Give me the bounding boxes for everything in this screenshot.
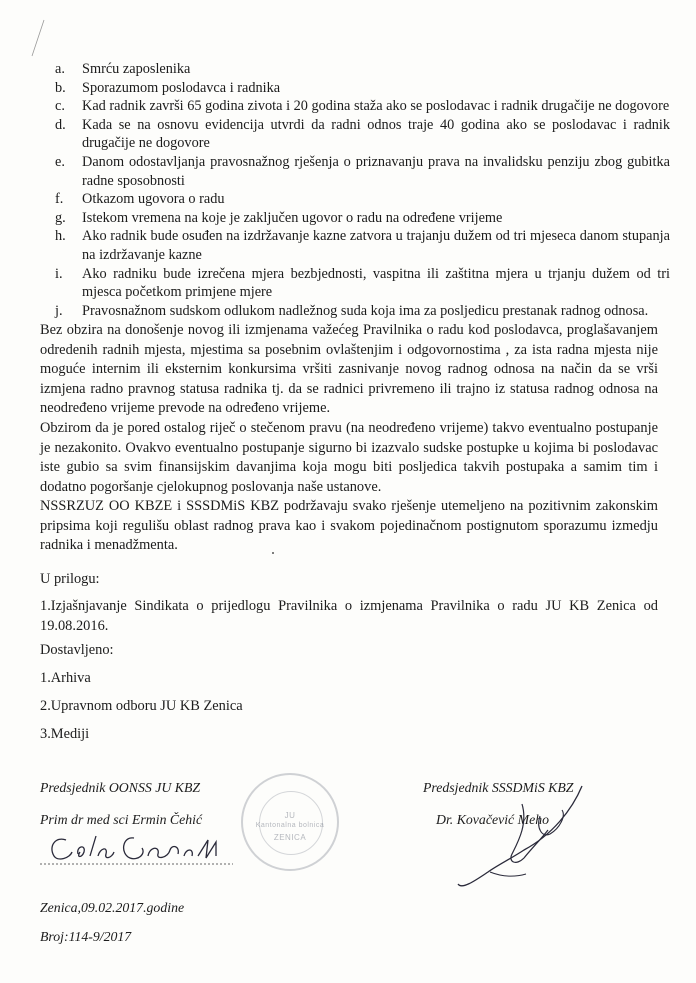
list-item: h. Ako radnik bude osuđen na izdržavanje kazne zatvora u trajanju dužem od tri mjeseca danom stupanja na izdržavanje kazne [55, 228, 670, 263]
right-signatory-name: Dr. Kovačević Meho [436, 812, 550, 827]
right-signatory-title: Predsjednik SSSDMiS KBZ [423, 780, 574, 795]
delivered-item: 3.Mediji [40, 726, 90, 742]
delivered-heading: Dostavljeno: [40, 642, 114, 658]
delivered-item: 1.Arhiva [40, 670, 91, 686]
stamp-text: Kantonalna bolnica [255, 822, 325, 829]
paragraph-regulations: Bez obzira na donošenje novog ili izmjenama važećeg Pravilnika o radu kod poslodavca, proglašavanjem odredenih radnih mjesta, mjestima sa posebnim ovlaštenjim i odgovornostima , za ista radna mjesta nije moguće internim ili eksternim konkursima vršiti zasnivanje novog radnog odnosa na način da se vrši izmjena radno pravnog statusa radnika tj. da se radnici privremeno ili trajno iz statusa radnog odnosa na neodređeno vrijeme prevode na određeno vrijeme. [40, 322, 658, 417]
delivered-item: 2.Upravnom odboru JU KB Zenica [40, 698, 243, 714]
paragraph-union-support: NSSRZUZ OO KBZE i SSSDMiS KBZ podržavaju svako rješenje utemeljeno na pozitivnim zakonskim pripsima koji regulišu oblast radnog prava kao i svakom pojedinačnom postignutom sporazumu izmedju radnika i menadžmenta. [40, 498, 658, 554]
list-item: g. Istekom vremena na koje je zaključen ugovor o radu na određene vrijeme [55, 209, 503, 226]
list-item: f. Otkazom ugovora o radu [55, 191, 225, 208]
document-number: Broj:114-9/2017 [40, 929, 132, 944]
right-handwritten-signature [452, 780, 602, 895]
left-signatory-name: Prim dr med sci Ermin Čehić [40, 812, 203, 827]
list-item: d. Kada se na osnovu evidencija utvrdi da radni odnos traje 40 godina ako se poslodavac i radnik drugačije ne dogovore [55, 116, 670, 152]
stamp-text: ZENICA [273, 833, 307, 842]
list-item: j. Pravosnažnom sudskom odlukom nadležnog suda koja ima za posljedicu prestanak radnog odnosa. [55, 302, 649, 319]
list-item: b. Sporazumom poslodavca i radnika [55, 79, 281, 96]
termination-conditions-list [40, 60, 670, 320]
attachment-item: 1.Izjašnjavanje Sindikata o prijedlogu Pravilnika o izmjenama Pravilnika o radu JU KB Zenica od 19.08.2016. [40, 598, 658, 634]
list-item: e. Danom odostavljanja pravosnažnog rješenja o priznavanju prava na invalidsku penziju zbog gubitka radne sposobnosti [55, 153, 670, 189]
left-signatory-title: Predsjednik OONSS JU KBZ [40, 780, 201, 795]
attachments-heading: U prilogu: [40, 571, 100, 587]
ink-dot [272, 552, 274, 554]
list-item: i. Ako radniku bude izrečena mjera bezbjednosti, vaspitna ili zaštitna mjera u trjanju dužem od tri mjesca početkom primjene mjere [55, 265, 670, 301]
institution-stamp [241, 773, 339, 871]
list-item: c. Kad radnik završi 65 godina zivota i 20 godina staža ako se poslodavac i radnik drugačije ne dogovore [55, 98, 670, 115]
list-item: a. Smrću zaposlenika [55, 61, 191, 77]
corner-scratch-mark [28, 18, 48, 58]
document-date: Zenica,09.02.2017.godine [40, 900, 185, 915]
paragraph-acquired-rights: Obzirom da je pored ostalog riječ o stečenom pravu (na neodređeno vrijeme) takvo eventualno postupanje je nezakonito. Ovakvo eventualno postupanje sigurno bi izazvalo sudske postupke u kojima bi poslodavac iste gubio sa svim finansijskim davanjima koja mogu biti posljedica takvih postupaka a samim tim i dodatno pogoršanje cjelokupnog poslovanja naše ustanove. [40, 420, 658, 495]
stamp-text: JU [284, 811, 296, 820]
left-handwritten-signature [38, 828, 238, 868]
